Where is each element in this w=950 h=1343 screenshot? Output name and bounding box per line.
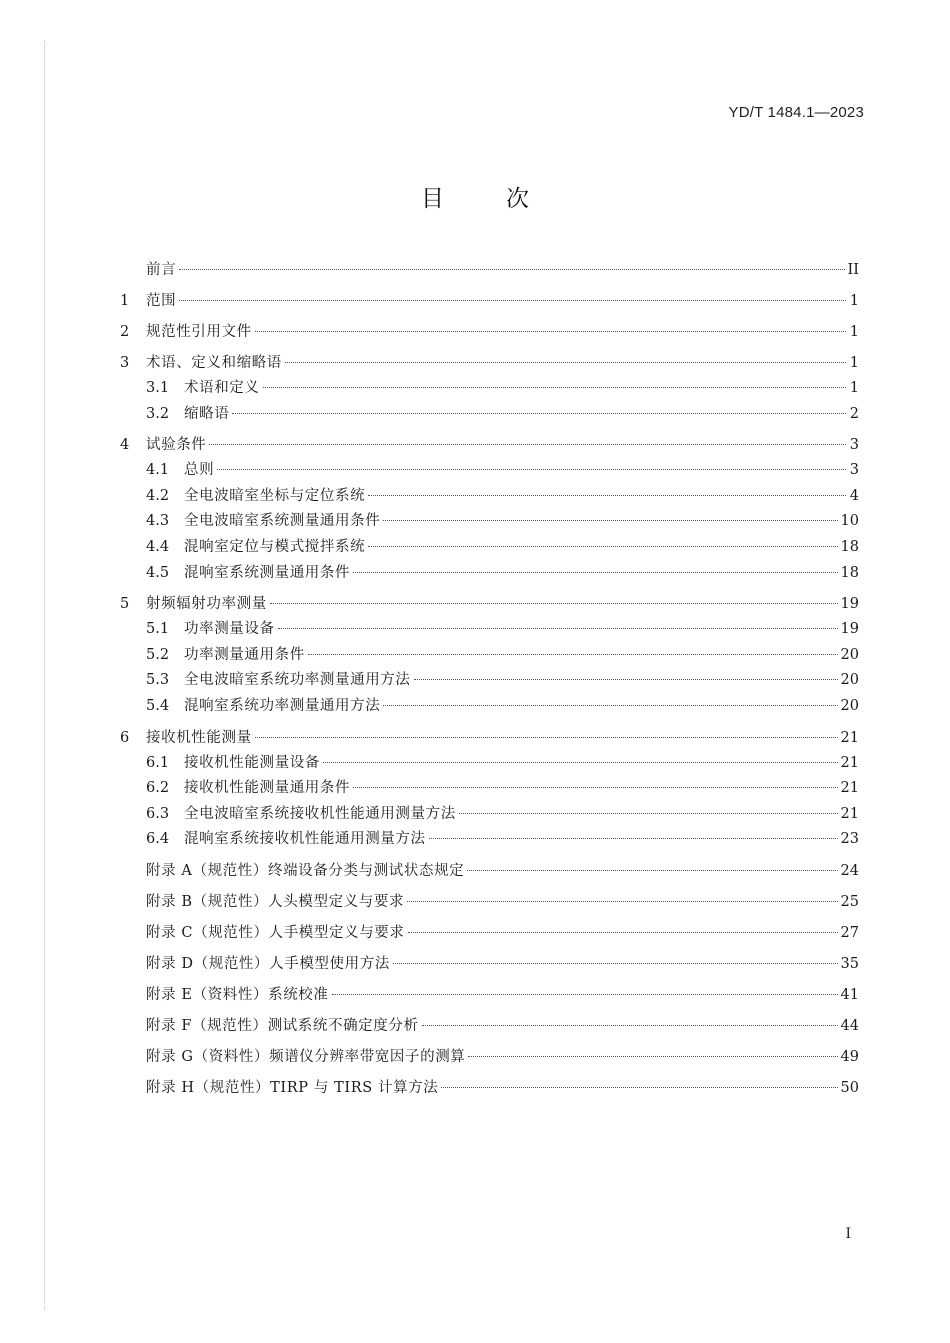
toc-entry-title: 全电波暗室系统测量通用条件 — [184, 513, 381, 530]
toc-entry[interactable] — [120, 726, 859, 750]
toc-entry-number: 3 — [120, 355, 130, 371]
toc-entry-number: 6 — [120, 729, 130, 746]
toc-entry-page: II — [847, 262, 859, 278]
toc-entry-page: 10 — [840, 513, 859, 530]
toc-entry-number: 4.1 — [146, 462, 170, 479]
toc-leader-dots — [232, 412, 846, 414]
page-title: 目次 — [421, 186, 591, 212]
toc-entry-page: 21 — [840, 754, 859, 771]
toc-leader-dots — [179, 268, 844, 270]
page-number: I — [845, 1226, 851, 1242]
toc-entry-page: 1 — [849, 380, 859, 396]
toc-entry-title: 全电波暗室系统接收机性能通用测量方法 — [184, 805, 456, 822]
toc-leader-dots — [383, 704, 837, 706]
toc-entry-title: 附录 C（规范性）人手模型定义与要求 — [146, 924, 405, 941]
toc-leader-dots — [270, 602, 838, 604]
toc-entry[interactable] — [120, 402, 859, 427]
toc-entry-number: 5.4 — [146, 697, 170, 714]
toc-leader-dots — [441, 1086, 837, 1088]
toc-entry[interactable] — [120, 458, 859, 483]
toc-entry-title: 全电波暗室坐标与定位系统 — [184, 487, 366, 504]
toc-leader-dots — [422, 1024, 838, 1026]
toc-entry-page: 3 — [849, 462, 859, 479]
toc-leader-dots — [255, 330, 846, 332]
toc-entry[interactable] — [120, 1045, 859, 1069]
toc-leader-dots — [407, 900, 837, 902]
toc-leader-dots — [255, 736, 838, 738]
toc-entry-number: 4 — [120, 437, 130, 454]
toc-leader-dots — [209, 443, 846, 445]
toc-entry-page: 1 — [849, 293, 859, 309]
toc-leader-dots — [217, 468, 846, 470]
toc-leader-dots — [332, 993, 838, 995]
toc-leader-dots — [353, 571, 837, 573]
toc-entry-page: 19 — [840, 621, 859, 638]
toc-entry-title: 附录 G（资料性）频谱仪分辨率带宽因子的测算 — [146, 1048, 466, 1065]
toc-entry-page: 1 — [849, 355, 859, 371]
toc-entry-page: 18 — [840, 538, 859, 555]
toc-entry-page: 21 — [840, 780, 859, 797]
toc-entry-page: 20 — [840, 672, 859, 689]
toc-entry-title: 术语、定义和缩略语 — [146, 355, 282, 371]
toc-entry-number: 6.3 — [146, 805, 170, 822]
toc-entry-title: 附录 F（规范性）测试系统不确定度分析 — [146, 1017, 419, 1034]
toc-entry-title: 缩略语 — [184, 405, 230, 422]
toc-leader-dots — [429, 837, 838, 839]
toc-leader-dots — [353, 786, 837, 788]
toc-leader-dots — [285, 361, 846, 363]
toc-entry-number: 4.2 — [146, 487, 170, 504]
toc-entry-title: 附录 B（规范性）人头模型定义与要求 — [146, 893, 405, 910]
toc-entry-page: 23 — [840, 831, 859, 848]
toc-entry-page: 50 — [840, 1079, 859, 1096]
toc-leader-dots — [263, 386, 847, 388]
toc-entry[interactable] — [120, 921, 859, 945]
toc-leader-dots — [179, 299, 846, 301]
toc-entry-page: 20 — [840, 646, 859, 663]
toc-entry[interactable] — [120, 289, 859, 313]
toc-entry-title: 规范性引用文件 — [146, 324, 252, 340]
toc-leader-dots — [468, 1055, 837, 1057]
toc-entry-title: 混响室系统测量通用条件 — [184, 564, 351, 581]
toc-entry-title: 混响室系统功率测量通用方法 — [184, 697, 381, 714]
toc-entry-page: 24 — [840, 862, 859, 879]
toc-entry[interactable] — [120, 983, 859, 1007]
toc-entry-title: 混响室定位与模式搅拌系统 — [184, 538, 366, 555]
toc-entry-title: 附录 A（规范性）终端设备分类与测试状态规定 — [146, 862, 465, 879]
toc-entry-number: 6.4 — [146, 831, 170, 848]
toc-entry-title: 接收机性能测量 — [146, 729, 252, 746]
toc-entry-page: 2 — [849, 405, 859, 422]
toc-entry-title: 附录 E（资料性）系统校准 — [146, 986, 329, 1003]
toc-entry-title: 功率测量设备 — [184, 621, 275, 638]
toc-entry[interactable] — [120, 535, 859, 560]
toc-entry-page: 44 — [840, 1017, 859, 1034]
toc-entry-page: 3 — [849, 437, 859, 454]
toc-entry-number: 6.2 — [146, 780, 170, 797]
toc-entry[interactable] — [120, 827, 859, 852]
toc-entry-page: 18 — [840, 564, 859, 581]
toc-entry-page: 49 — [840, 1048, 859, 1065]
toc-entry-number: 3.1 — [146, 380, 170, 396]
toc-entry[interactable] — [120, 668, 859, 693]
toc-entry-number: 1 — [120, 293, 130, 309]
toc-entry-number: 5.2 — [146, 646, 170, 663]
toc-leader-dots — [323, 761, 838, 763]
document-code: YD/T 1484.1—2023 — [728, 104, 864, 121]
toc-leader-dots — [408, 931, 838, 933]
toc-entry-page: 21 — [840, 805, 859, 822]
toc-entry[interactable] — [120, 509, 859, 534]
toc-entry[interactable] — [120, 952, 859, 976]
toc-entry-title: 附录 D（规范性）人手模型使用方法 — [146, 955, 390, 972]
toc-entry[interactable] — [120, 561, 859, 586]
toc-entry[interactable] — [120, 776, 859, 801]
toc-entry-title: 混响室系统接收机性能通用测量方法 — [184, 831, 426, 848]
toc-entry-title: 范围 — [146, 293, 177, 309]
toc-entry-number: 5.3 — [146, 672, 170, 689]
toc-entry-number: 6.1 — [146, 754, 170, 771]
toc-entry-title: 接收机性能测量通用条件 — [184, 780, 351, 797]
toc-entry[interactable] — [120, 1014, 859, 1038]
toc-entry-title: 术语和定义 — [184, 380, 260, 396]
toc-entry-title: 射频辐射功率测量 — [146, 596, 267, 613]
toc-entry-title: 功率测量通用条件 — [184, 646, 305, 663]
toc-entry[interactable] — [120, 751, 859, 776]
toc-entry-page: 27 — [840, 924, 859, 941]
toc-entry-number: 3.2 — [146, 405, 170, 422]
toc-entry-title: 附录 H（规范性）TIRP 与 TIRS 计算方法 — [146, 1079, 439, 1096]
toc-entry-number: 5 — [120, 596, 130, 613]
toc-entry-number: 4.5 — [146, 564, 170, 581]
toc-entry[interactable] — [120, 484, 859, 509]
toc-entry-title: 接收机性能测量设备 — [184, 754, 320, 771]
toc-entry-page: 35 — [840, 955, 859, 972]
toc-leader-dots — [383, 519, 837, 521]
toc-leader-dots — [459, 812, 838, 814]
toc-entry-page: 4 — [849, 487, 859, 504]
toc-entry-number: 4.4 — [146, 538, 170, 555]
toc-entry[interactable] — [120, 890, 859, 914]
toc-entry[interactable] — [120, 592, 859, 616]
table-of-contents — [120, 258, 859, 1100]
toc-entry[interactable] — [120, 643, 859, 668]
toc-entry-number: 4.3 — [146, 513, 170, 530]
toc-entry-page: 25 — [840, 893, 859, 910]
toc-leader-dots — [368, 545, 837, 547]
toc-entry[interactable] — [120, 694, 859, 719]
toc-entry-number: 5.1 — [146, 621, 170, 638]
toc-entry-page: 21 — [840, 729, 859, 746]
toc-leader-dots — [278, 627, 838, 629]
toc-entry[interactable] — [120, 258, 859, 282]
toc-leader-dots — [368, 494, 846, 496]
binding-margin-line — [44, 40, 46, 1310]
toc-leader-dots — [467, 869, 837, 871]
toc-entry[interactable] — [120, 859, 859, 883]
toc-entry[interactable] — [120, 433, 859, 457]
toc-entry-page: 19 — [840, 596, 859, 613]
toc-entry[interactable] — [120, 802, 859, 827]
toc-entry-title: 试验条件 — [146, 437, 207, 454]
toc-entry[interactable] — [120, 617, 859, 642]
toc-entry-page: 20 — [840, 697, 859, 714]
toc-leader-dots — [414, 678, 838, 680]
toc-entry-number: 2 — [120, 324, 130, 340]
toc-entry[interactable] — [120, 351, 859, 375]
toc-leader-dots — [393, 962, 838, 964]
toc-entry[interactable] — [120, 376, 859, 401]
toc-entry-page: 41 — [840, 986, 859, 1003]
toc-entry-title: 前言 — [146, 262, 177, 278]
toc-entry[interactable] — [120, 1076, 859, 1100]
toc-entry-page: 1 — [849, 324, 859, 340]
toc-entry[interactable] — [120, 320, 859, 344]
toc-entry-title: 全电波暗室系统功率测量通用方法 — [184, 672, 411, 689]
toc-leader-dots — [308, 653, 838, 655]
toc-entry-title: 总则 — [184, 462, 215, 479]
